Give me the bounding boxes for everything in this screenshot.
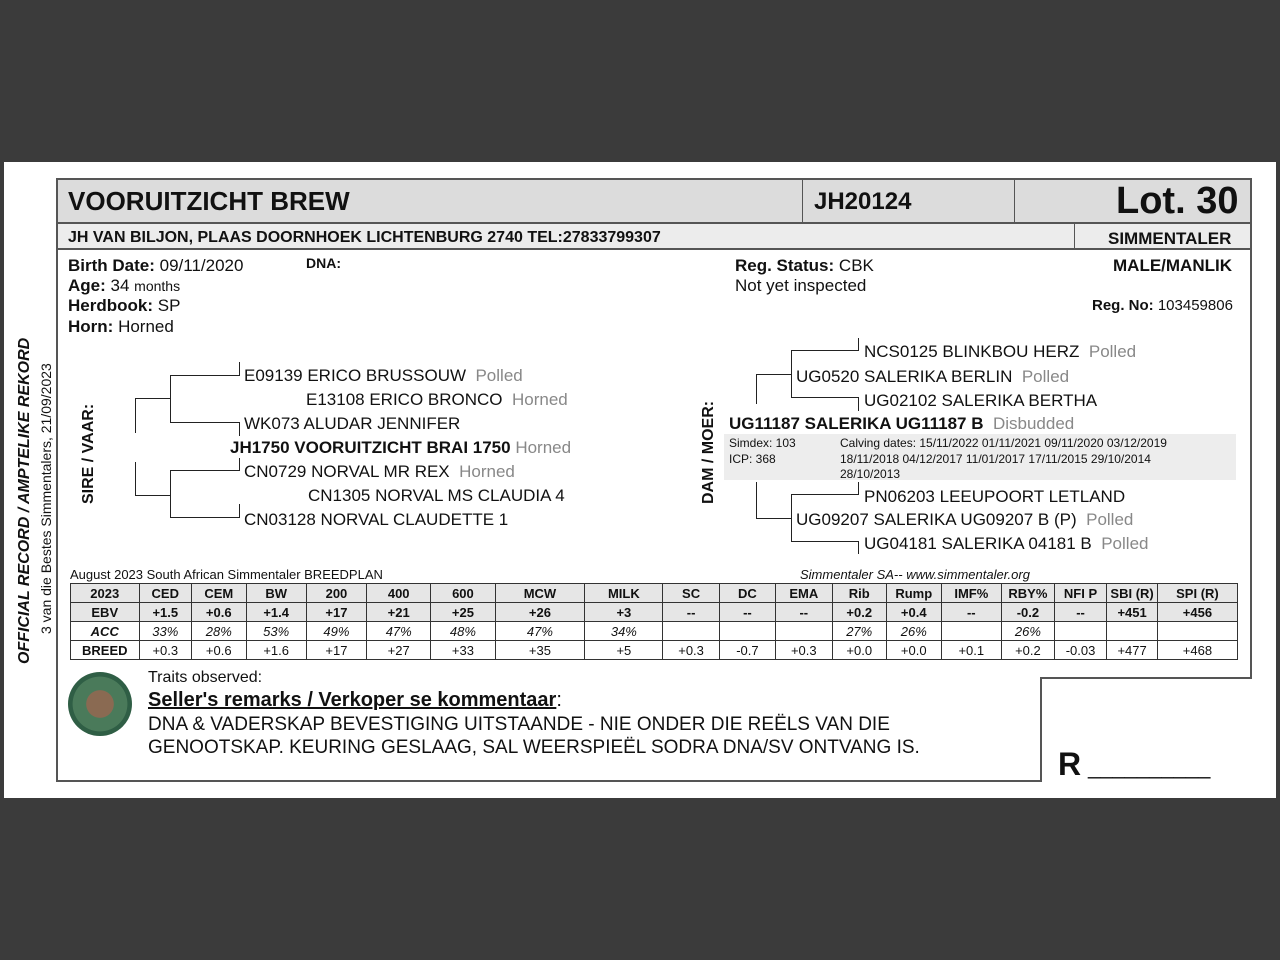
pedigree-dam-sire-dam: UG02102 SALERIKA BERTHA [864,391,1098,410]
reg-number: Reg. No: 103459806 [1092,297,1233,314]
table-cell: 47% [495,622,585,641]
pedigree-sire-sire-dam: WK073 ALUDAR JENNIFER [244,414,461,433]
breedplan-title: August 2023 South African Simmentaler BREEDPLAN [70,567,383,582]
table-cell: +17 [306,641,366,660]
table-cell: +0.6 [192,603,246,622]
table-cell: -- [719,603,775,622]
table-cell: ACC [71,622,140,641]
breedplan-table [70,583,1238,660]
table-header-cell: CED [139,584,191,603]
pedigree-sire-dam-dam: CN03128 NORVAL CLAUDETTE 1 [244,510,509,529]
dam-label: DAM / MOER: [700,400,717,504]
table-cell: +21 [367,603,431,622]
age: Age: 34 months [68,276,181,295]
table-cell: +17 [306,603,366,622]
table-cell: -- [663,603,719,622]
table-cell: +25 [431,603,495,622]
herdbook: Herdbook: SP [68,296,181,315]
table-cell: 47% [367,622,431,641]
reg-status: Reg. Status: CBK [735,256,874,275]
table-cell [1107,622,1158,641]
table-cell: -0.03 [1054,641,1107,660]
table-cell: +0.0 [832,641,886,660]
table-cell: +3 [585,603,663,622]
table-cell: -- [1054,603,1107,622]
table-cell: +0.4 [886,603,941,622]
pedigree-dam-sire-sire: NCS0125 BLINKBOU HERZ Polled [864,342,1137,361]
table-cell: +27 [367,641,431,660]
table-cell: +35 [495,641,585,660]
table-cell: +1.5 [139,603,191,622]
owner-details: JH VAN BILJON, PLAAS DOORNHOEK LICHTENBURG 2740 TEL:27833799307 [68,229,661,246]
table-row [71,641,1238,660]
inspection-status: Not yet inspected [735,276,867,295]
pedigree-sire-dam: CN0729 NORVAL MR REX Horned [244,462,515,481]
lot-number: Lot. 30 [1116,180,1239,222]
source-label: 3 van die Bestes Simmentalers, 21/09/2023 [38,363,54,634]
table-cell: 26% [886,622,941,641]
divider [1014,180,1015,224]
table-header-cell: DC [719,584,775,603]
table-cell: +26 [495,603,585,622]
table-header-cell: SBI (R) [1107,584,1158,603]
simdex: Simdex: 103 [729,436,796,450]
sire-label: SIRE / VAAR: [80,403,97,504]
table-cell: 48% [431,622,495,641]
table-cell [941,622,1001,641]
pedigree-sire: JH1750 VOORUITZICHT BRAI 1750 Horned [230,438,572,457]
table-cell: +0.2 [1002,641,1055,660]
table-cell: BREED [71,641,140,660]
pedigree-dam-dam-dam: UG04181 SALERIKA 04181 B Polled [864,534,1149,553]
breedplan-website: Simmentaler SA-- www.simmentaler.org [800,567,1030,582]
table-cell [776,622,832,641]
table-header-cell: RBY% [1002,584,1055,603]
table-cell: 27% [832,622,886,641]
table-header-cell: MCW [495,584,585,603]
pedigree-sire-dam-mid: CN1305 NORVAL MS CLAUDIA 4 [308,486,565,505]
table-cell [1054,622,1107,641]
table-cell: +0.3 [139,641,191,660]
reg-code: JH20124 [814,188,912,215]
divider [802,180,803,224]
table-cell: +451 [1107,603,1158,622]
table-cell: -0.7 [719,641,775,660]
animal-name: VOORUITZICHT BREW [68,186,350,216]
birth-date: Birth Date: 09/11/2020 [68,256,244,275]
table-cell: -- [776,603,832,622]
table-header-cell: Rib [832,584,886,603]
table-header-cell: 2023 [71,584,140,603]
calving-dates-1: Calving dates: 15/11/2022 01/11/2021 09/11/2020 03/12/2019 [840,436,1167,450]
table-cell: +0.3 [663,641,719,660]
pedigree-dam-dam: UG09207 SALERIKA UG09207 B (P) Polled [796,510,1134,529]
table-header-cell: BW [246,584,306,603]
calving-dates-2: 18/11/2018 04/12/2017 11/01/2017 17/11/2015 29/10/2014 [840,452,1151,466]
table-header-cell: SC [663,584,719,603]
sex: MALE/MANLIK [1113,256,1232,275]
table-header-cell: CEM [192,584,246,603]
table-header-cell: IMF% [941,584,1001,603]
table-cell: +0.6 [192,641,246,660]
pedigree-sire-sire: E09139 ERICO BRUSSOUW Polled [244,366,523,385]
table-header-cell: MILK [585,584,663,603]
remarks-heading: Seller's remarks / Verkoper se kommentaar: [148,689,562,711]
table-cell: +5 [585,641,663,660]
table-cell [719,622,775,641]
society-logo [68,672,132,736]
table-cell: EBV [71,603,140,622]
table-row [71,622,1238,641]
table-cell: +0.3 [776,641,832,660]
table-cell: +0.0 [886,641,941,660]
table-cell: +468 [1157,641,1237,660]
table-row [71,603,1238,622]
pedigree-dam: UG11187 SALERIKA UG11187 B Disbudded [729,414,1075,433]
catalogue-card [4,162,1276,798]
table-cell [1157,622,1237,641]
table-cell: +456 [1157,603,1237,622]
table-cell: -0.2 [1002,603,1055,622]
table-header-cell: 200 [306,584,366,603]
dna-label: DNA: [306,255,341,271]
official-record-label: OFFICIAL RECORD / AMPTELIKE REKORD [16,337,33,664]
table-cell: 34% [585,622,663,641]
breed-name: SIMMENTALER [1108,229,1232,248]
pedigree-dam-dam-sire: PN06203 LEEUPOORT LETLAND [864,487,1126,506]
table-cell [663,622,719,641]
remarks-line-2: GENOOTSKAP. KEURING GESLAAG, SAL WEERSPIEËL SODRA DNA/SV ONTVANG IS. [148,737,920,758]
divider [1074,224,1075,250]
table-cell: 33% [139,622,191,641]
remarks-line-1: DNA & VADERSKAP BEVESTIGING UITSTAANDE - NIE ONDER DIE REËLS VAN DIE [148,714,890,735]
table-cell: +0.2 [832,603,886,622]
icp: ICP: 368 [729,452,776,466]
horn-status: Horn: Horned [68,317,174,336]
table-cell: 49% [306,622,366,641]
traits-observed: Traits observed: [148,669,263,686]
table-cell: +1.4 [246,603,306,622]
table-header-cell: NFI P [1054,584,1107,603]
table-cell: 53% [246,622,306,641]
table-header-cell: 400 [367,584,431,603]
table-header-cell: EMA [776,584,832,603]
price-currency: R [1058,746,1082,782]
price-blank[interactable]: __________ [1088,754,1211,779]
table-cell: 26% [1002,622,1055,641]
table-cell: +33 [431,641,495,660]
calving-dates-3: 28/10/2013 [840,467,901,481]
table-header-cell: Rump [886,584,941,603]
pedigree-dam-sire: UG0520 SALERIKA BERLIN Polled [796,367,1070,386]
table-cell: +1.6 [246,641,306,660]
table-header-cell: SPI (R) [1157,584,1237,603]
table-cell: 28% [192,622,246,641]
table-cell: +477 [1107,641,1158,660]
table-cell: -- [941,603,1001,622]
table-header-cell: 600 [431,584,495,603]
pedigree-sire-sire-sire: E13108 ERICO BRONCO Horned [306,390,568,409]
table-cell: +0.1 [941,641,1001,660]
